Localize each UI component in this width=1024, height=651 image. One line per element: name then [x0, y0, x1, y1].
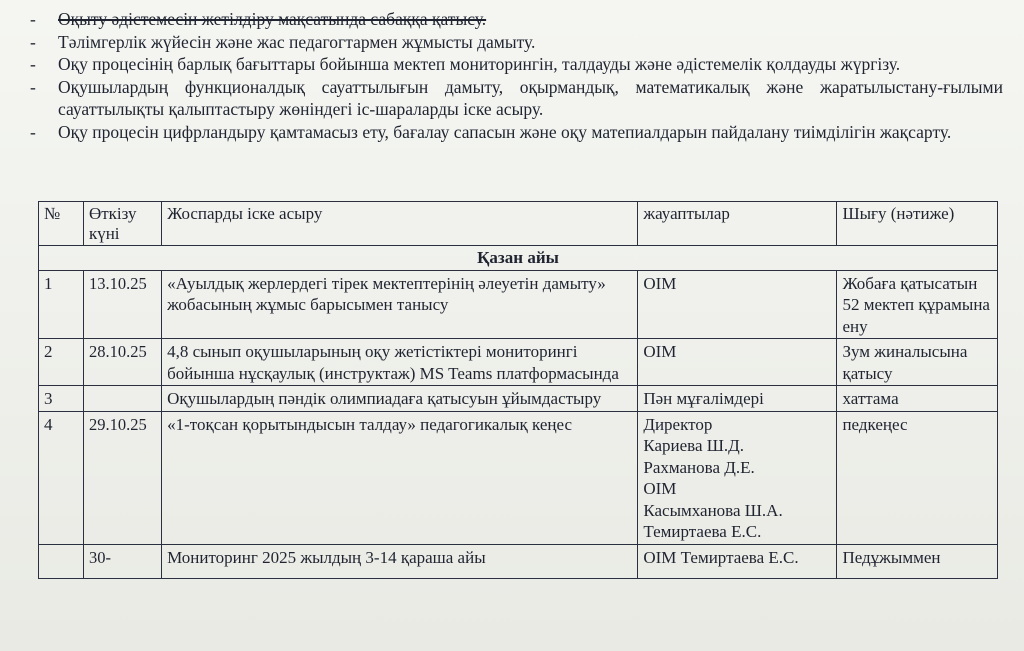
table-row [39, 339, 998, 386]
header-result: Шығу (нәтиже) [837, 202, 998, 246]
plan-table [38, 201, 998, 579]
table-row [39, 270, 998, 339]
table-header-row [39, 202, 998, 246]
cell-no: 3 [39, 386, 84, 412]
month-label: Қазан айы [39, 246, 998, 271]
goal-item: - Оқу процесін цифрландыру қамтамасыз ету, бағалау сапасын және оқу матепиалдарын пайдалану тиімділігін жақсарту. [30, 121, 952, 142]
goal-item: - Оқыту әдістемесін жетілдіру мақсатында сабаққа қатысу. [30, 9, 487, 29]
cell-no: 4 [39, 411, 84, 544]
cell-result: Зум жиналысына қатысу [837, 339, 998, 386]
goal-item: - Тәлімгерлік жүйесін және жас педагогтармен жұмысты дамыту. [30, 31, 536, 52]
cell-no: 1 [39, 270, 84, 339]
goal-text: Тәлімгерлік жүйесін және жас педагогтармен жұмысты дамыту. [58, 31, 536, 52]
cell-date: 30- [83, 544, 161, 578]
cell-plan: Оқушылардың пәндік олимпиадаға қатысуын ұйымдастыру [162, 386, 638, 412]
header-no: № [39, 202, 84, 246]
cell-result: Педұжыммен [837, 544, 998, 578]
header-plan: Жоспарды іске асыру [162, 202, 638, 246]
goal-text: Оқыту әдістемесін жетілдіру мақсатында сабаққа қатысу. [58, 9, 487, 29]
cell-date: 13.10.25 [83, 270, 161, 339]
cell-responsible: Пән мұғалімдері [638, 386, 837, 412]
goal-text: Оқушылардың функционалдық сауаттылығын дамыту, оқырмандық, математикалық және жаратылыстану-ғылыми сауаттылықты қалыптастыру жөніндегі іс-шараларды іске асыру. [58, 76, 1003, 119]
goal-text: Оқу процесін цифрландыру қамтамасыз ету, бағалау сапасын және оқу матепиалдарын пайдалану тиімділігін жақсарту. [58, 121, 952, 142]
table-row [39, 544, 998, 578]
goal-item: - Оқу процесінің барлық бағыттары бойынша мектеп мониторингін, талдауды және әдістемелік қолдауды жүргізу. [30, 54, 901, 74]
cell-plan: «Ауылдық жерлердегі тірек мектептерінің әлеуетін дамыту» жобасының жұмыс барысымен танысу [162, 270, 638, 339]
cell-plan: 4,8 сынып оқушыларының оқу жетістіктері мониторингі бойынша нұсқаулық (инструктаж) MS Teams платформасында [162, 339, 638, 386]
cell-responsible: ОІМ [638, 339, 837, 386]
cell-responsible: Директор Кариева Ш.Д. Рахманова Д.Е. ОІМ Касымханова Ш.А. Темиртаева Е.С. [638, 411, 837, 544]
header-date: Өткізу күні [83, 202, 161, 246]
cell-result: хаттама [837, 386, 998, 412]
header-responsible: жауаптылар [638, 202, 837, 246]
cell-responsible: ОІМ [638, 270, 837, 339]
goals-list [28, 8, 1003, 143]
cell-plan: Мониторинг 2025 жылдың 3-14 қараша айы [162, 544, 638, 578]
table-row [39, 411, 998, 544]
goal-text: Оқу процесінің барлық бағыттары бойынша мектеп мониторингін, талдауды және әдістемелік қолдауды жүргізу. [58, 54, 901, 74]
cell-plan: «1-тоқсан қорытындысын талдау» педагогикалық кеңес [162, 411, 638, 544]
cell-date: 29.10.25 [83, 411, 161, 544]
cell-no: 2 [39, 339, 84, 386]
cell-result: Жобаға қатысатын 52 мектеп құрамына ену [837, 270, 998, 339]
cell-date: 28.10.25 [83, 339, 161, 386]
month-row [39, 246, 998, 271]
goal-item: - Оқушылардың функционалдық сауаттылығын дамыту, оқырмандық, математикалық және жаратылыстану-ғылыми сауаттылықты қалыптастыру жөніндегі іс-шараларды іске асыру. [30, 76, 1003, 119]
cell-result: педкеңес [837, 411, 998, 544]
table-row [39, 386, 998, 412]
cell-date [83, 386, 161, 412]
cell-responsible: ОІМ Темиртаева Е.С. [638, 544, 837, 578]
cell-no [39, 544, 84, 578]
